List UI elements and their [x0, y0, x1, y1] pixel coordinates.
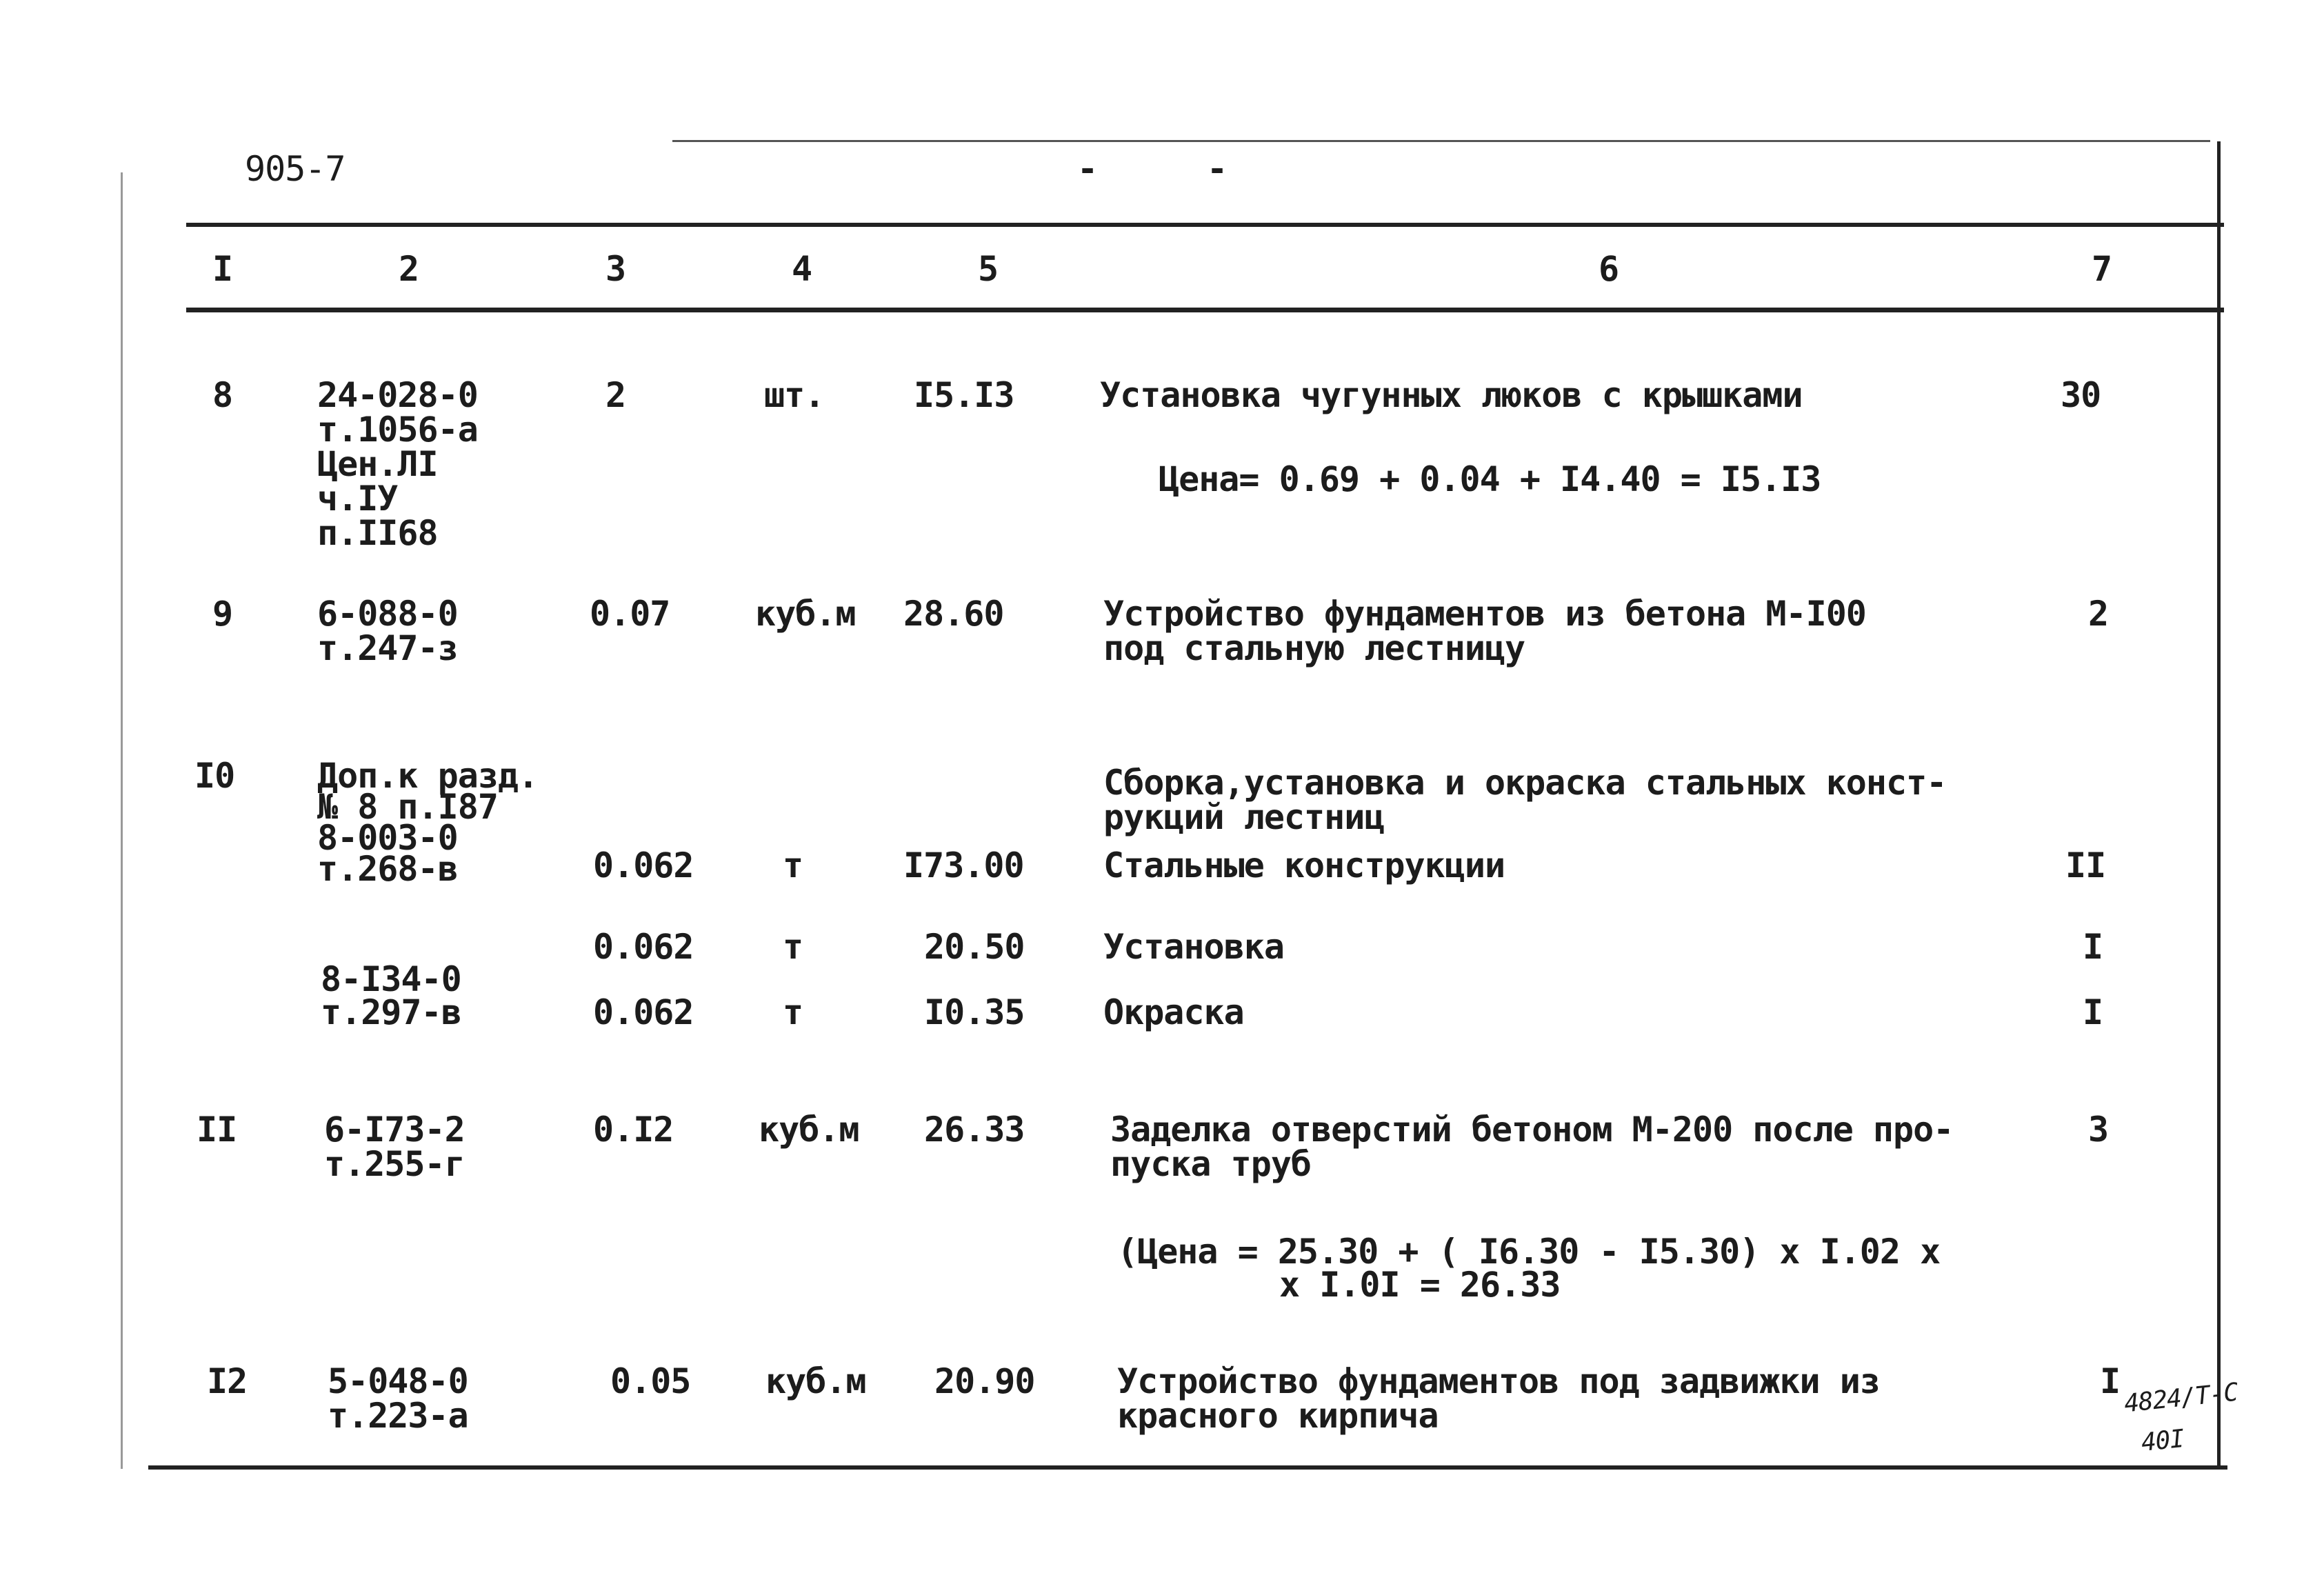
description-line: Заделка отверстий бетоном М-200 после про- — [1110, 1110, 1954, 1150]
left-frame-line — [121, 172, 123, 1469]
unit-price: 20.50 — [924, 927, 1025, 967]
top-dashed-rule — [672, 140, 2210, 142]
column-7-value: 2 — [2088, 594, 2109, 634]
code-line: № 8 п.I87 — [317, 787, 498, 827]
table-bottom-rule — [148, 1465, 2227, 1470]
description-line: Устройство фундаментов из бетона М-I00 — [1103, 594, 1866, 634]
code-line: Цен.ЛI — [317, 444, 438, 484]
column-header-1: I — [212, 249, 233, 289]
row-number: I0 — [194, 756, 235, 796]
code-line: т.1056-а — [317, 410, 478, 450]
column-7-value: I — [2100, 1361, 2121, 1401]
column-7-value: I — [2083, 927, 2103, 967]
handwritten-code: 4824/Т-С — [2123, 1378, 2240, 1419]
code-line: п.II68 — [317, 513, 438, 553]
column-7-value: I — [2083, 992, 2103, 1032]
header-bottom-rule — [186, 308, 2224, 312]
unit-price: 20.90 — [934, 1361, 1035, 1401]
quantity: 0.062 — [593, 845, 694, 885]
page-mark-left: - — [1077, 149, 1098, 189]
unit-price: I73.00 — [903, 845, 1024, 885]
code-line: 8-I34-0 — [321, 959, 461, 999]
description-line: Сборка,установка и окраска стальных конст- — [1103, 763, 1947, 803]
price-note: Цена= 0.69 + 0.04 + I4.40 = I5.I3 — [1159, 459, 1821, 499]
column-header-5: 5 — [978, 249, 999, 289]
description-line: Установка чугунных люков с крышками — [1100, 375, 1803, 415]
code-line: 6-I73-2 — [324, 1110, 465, 1150]
code-line: ч.IУ — [317, 479, 398, 519]
page-mark-right: - — [1207, 149, 1228, 189]
unit: т — [783, 992, 803, 1032]
quantity: 0.05 — [610, 1361, 691, 1401]
description-line: Устройство фундаментов под задвижки из — [1117, 1361, 1880, 1401]
column-header-2: 2 — [399, 249, 419, 289]
row-number: 8 — [212, 375, 233, 415]
column-header-7: 7 — [2092, 249, 2112, 289]
header-top-rule — [186, 223, 2224, 227]
code-line: Доп.к разд. — [317, 756, 539, 796]
handwritten-code: 40I — [2139, 1424, 2185, 1458]
quantity: 0.I2 — [593, 1110, 674, 1150]
unit-price: I0.35 — [924, 992, 1025, 1032]
description-line: красного кирпича — [1117, 1396, 1439, 1436]
column-7-value: 3 — [2088, 1110, 2109, 1150]
code-line: 5-048-0 — [328, 1361, 468, 1401]
description-line: рукций лестниц — [1103, 797, 1385, 837]
description-line: под стальную лестницу — [1103, 628, 1525, 668]
code-line: 6-088-0 — [317, 594, 458, 634]
column-header-4: 4 — [792, 249, 812, 289]
unit-price: 28.60 — [903, 594, 1004, 634]
row-number: 9 — [212, 594, 233, 634]
unit: т — [783, 845, 803, 885]
unit: куб.м — [759, 1110, 859, 1150]
column-7-value: 30 — [2061, 375, 2101, 415]
quantity: 0.07 — [590, 594, 670, 634]
code-line: 8-003-0 — [317, 818, 458, 858]
quantity: 0.062 — [593, 927, 694, 967]
quantity: 0.062 — [593, 992, 694, 1032]
column-header-6: 6 — [1599, 249, 1619, 289]
code-line: т.247-з — [317, 628, 458, 668]
right-frame-line — [2217, 141, 2221, 1465]
row-number: I2 — [207, 1361, 248, 1401]
unit-price: 26.33 — [924, 1110, 1025, 1150]
unit-price: I5.I3 — [914, 375, 1014, 415]
description-line: Стальные конструкции — [1103, 845, 1505, 885]
column-header-3: 3 — [605, 249, 626, 289]
unit: куб.м — [755, 594, 856, 634]
unit: куб.м — [765, 1361, 866, 1401]
price-note: (Цена = 25.30 + ( I6.30 - I5.30) х I.02 х — [1117, 1232, 1941, 1272]
price-note: х I.0I = 26.33 — [1279, 1265, 1561, 1305]
quantity: 2 — [605, 375, 626, 415]
unit: шт. — [764, 375, 825, 415]
code-line: т.223-а — [328, 1396, 468, 1436]
description-line: пуска труб — [1110, 1144, 1312, 1184]
description-line: Установка — [1103, 927, 1284, 967]
code-line: т.297-в — [321, 992, 461, 1032]
code-line: т.268-в — [317, 849, 458, 889]
code-line: т.255-г — [324, 1144, 465, 1184]
document-code: 905-7 — [245, 149, 345, 189]
description-line: Окраска — [1103, 992, 1244, 1032]
column-7-value: II — [2065, 845, 2106, 885]
row-number: II — [197, 1110, 237, 1150]
unit: т — [783, 927, 803, 967]
code-line: 24-028-0 — [317, 375, 478, 415]
